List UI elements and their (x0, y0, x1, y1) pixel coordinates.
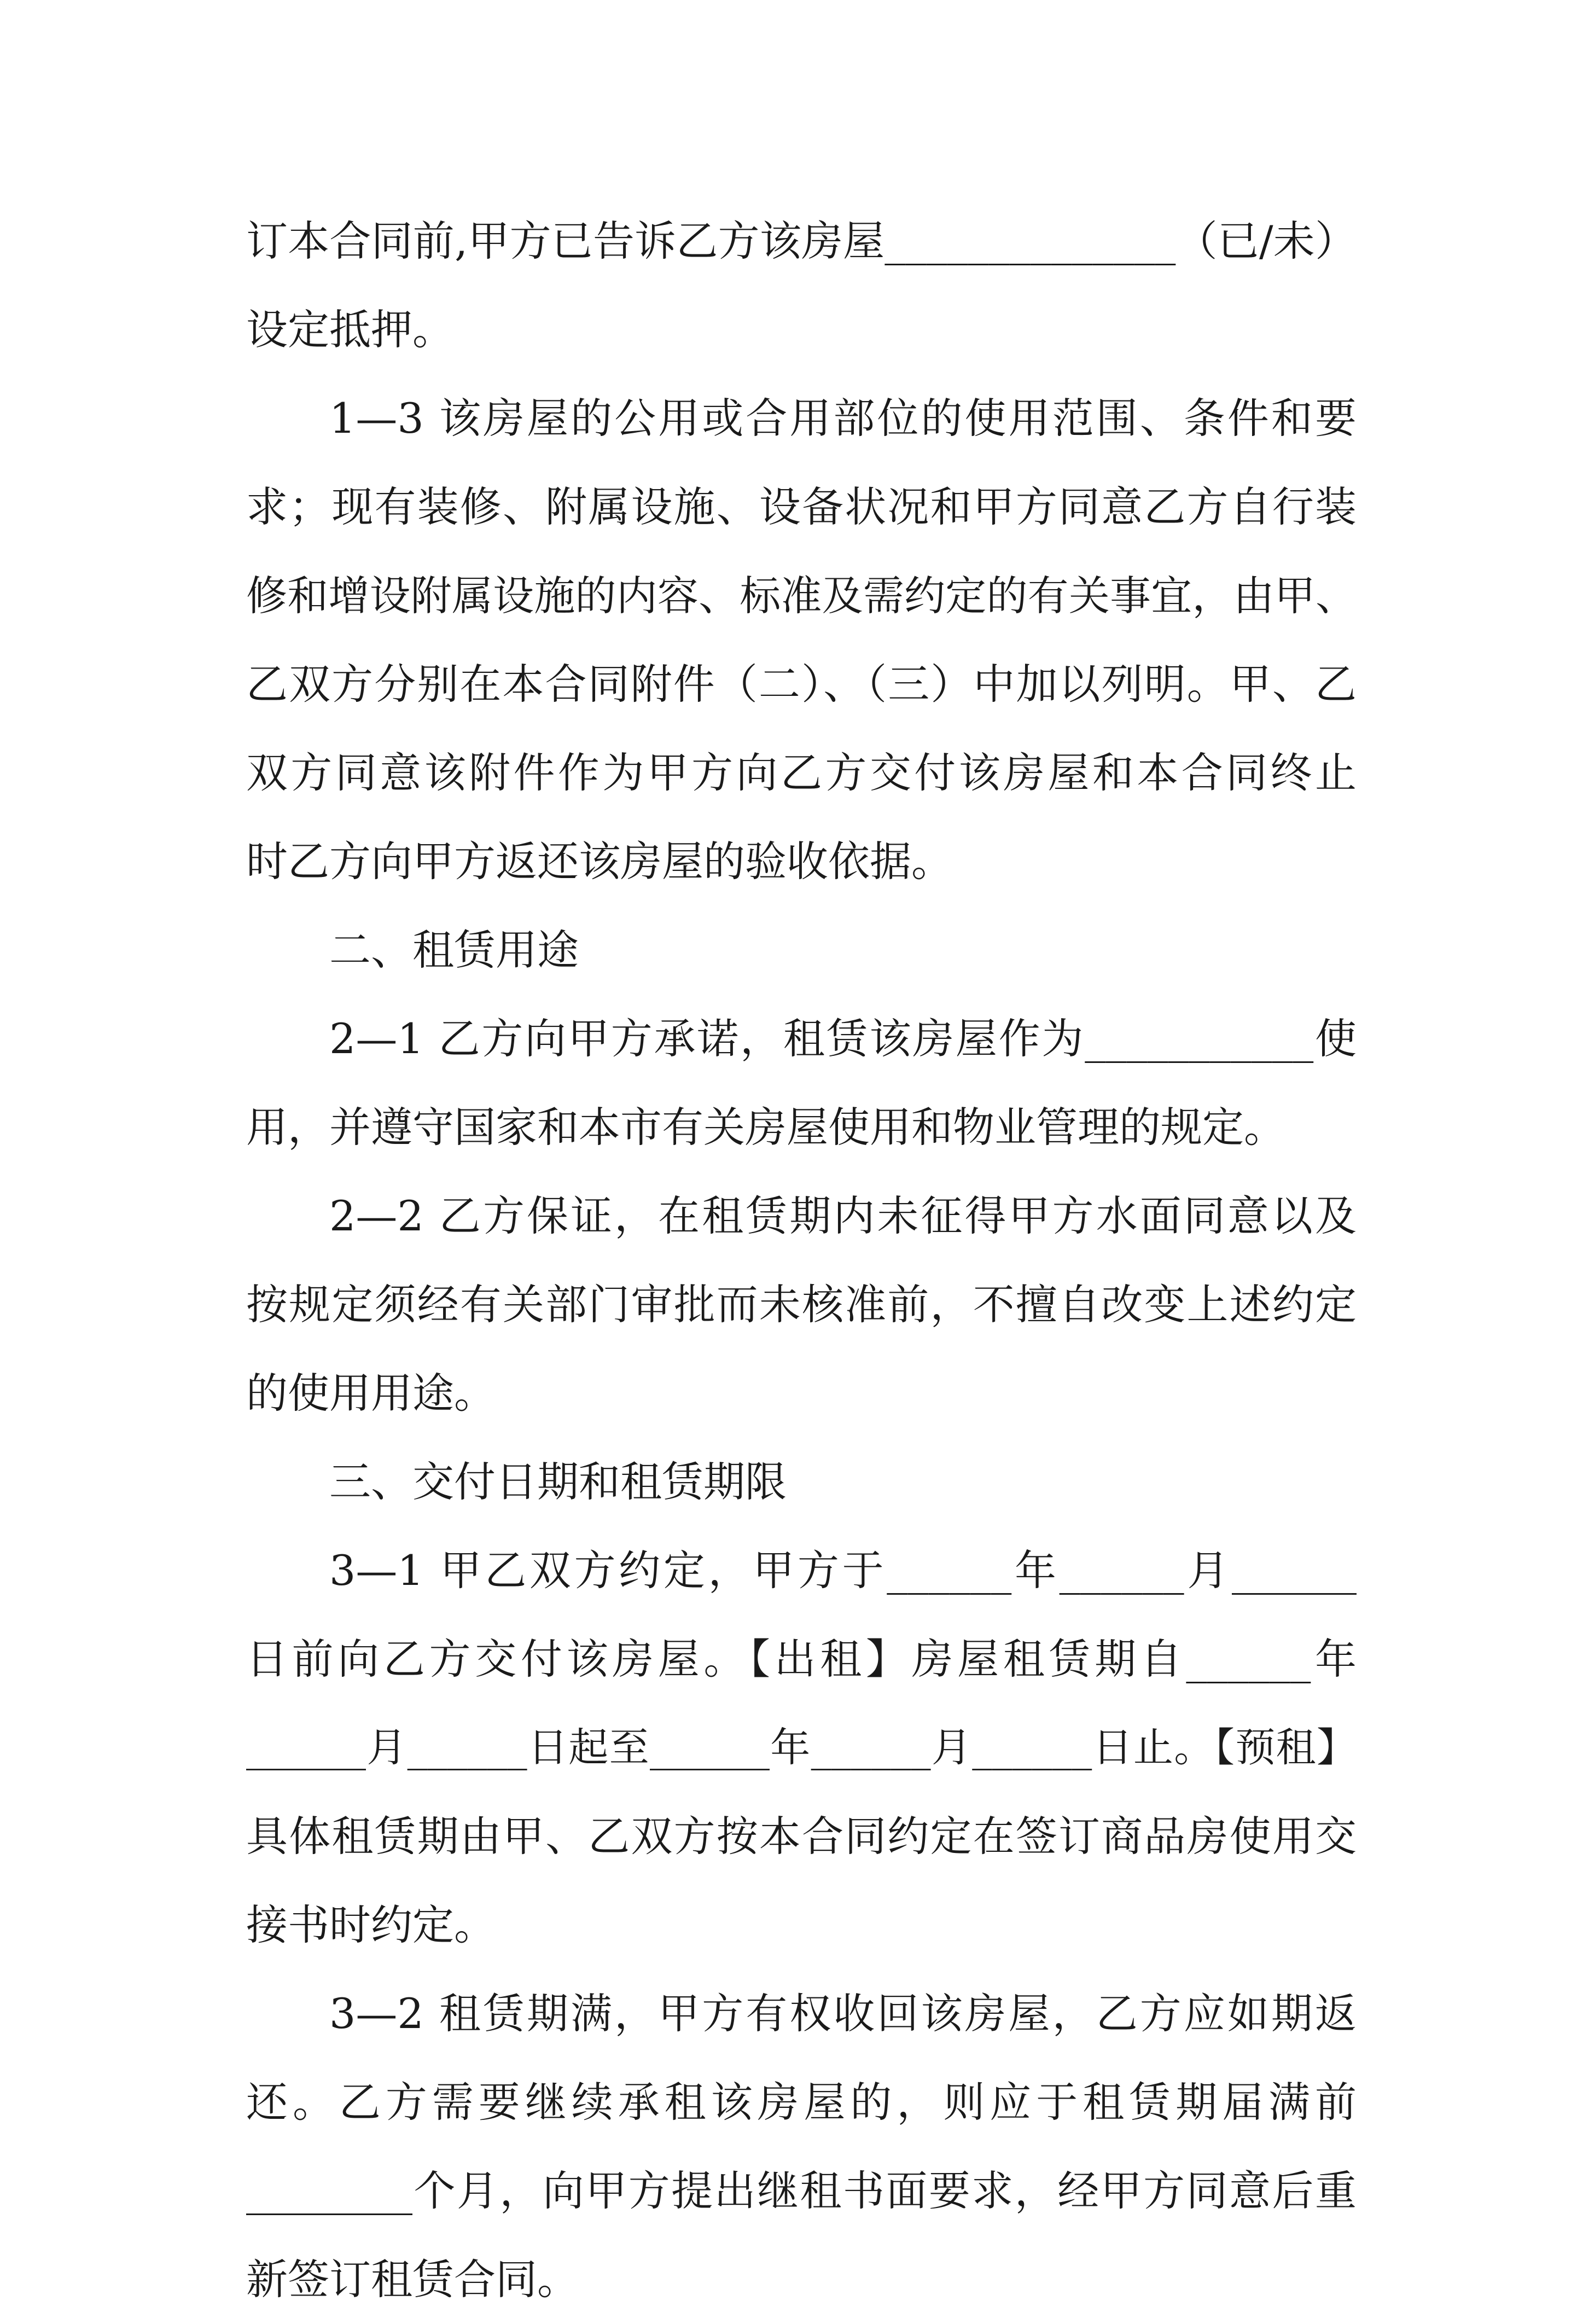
text-line-7: 双方同意该附件作为甲方向乙方交付该房屋和本合同终止 (246, 748, 1357, 797)
text-line-10: 2—1 乙方向甲方承诺，租赁该房屋作为___________使 (329, 1014, 1357, 1063)
text-line-18: ______月______日起至______年______月______日止。【预租】 (246, 1724, 1357, 1771)
section-heading-2: 二、租赁用途 (329, 926, 579, 974)
document-page (246, 197, 1357, 2324)
text-line-5: 修和增设附属设施的内容、标准及需约定的有关事宜，由甲、 (246, 572, 1357, 620)
text-line-6: 乙双方分别在本合同附件（二）、（三）中加以列明。甲、乙 (246, 660, 1357, 708)
section-heading-3: 三、交付日期和租赁期限 (329, 1457, 787, 1506)
text-line-11: 用，并遵守国家和本市有关房屋使用和物业管理的规定。 (246, 1103, 1285, 1152)
text-line-21: 3—2 租赁期满，甲方有权收回该房屋，乙方应如期返 (329, 1989, 1357, 2038)
text-line-24: 新签订租赁合同。 (246, 2255, 579, 2304)
text-line-17: 日前向乙方交付该房屋。【出租】房屋租赁期自______年 (246, 1635, 1357, 1683)
text-line-13: 按规定须经有关部门审批而未核准前，不擅自改变上述约定 (246, 1280, 1357, 1329)
text-line-22: 还。乙方需要继续承租该房屋的，则应于租赁期届满前 (246, 2078, 1357, 2127)
text-line-12: 2—2 乙方保证，在租赁期内未征得甲方水面同意以及 (329, 1192, 1357, 1240)
text-line-2: 设定抵押。 (246, 305, 454, 354)
text-line-23: ________个月，向甲方提出继租书面要求，经甲方同意后重 (246, 2166, 1357, 2215)
text-line-1: 订本合同前,甲方已告诉乙方该房屋______________（已/未） (246, 217, 1357, 265)
text-line-20: 接书时约定。 (246, 1901, 496, 1949)
text-line-16: 3—1 甲乙双方约定，甲方于______年______月______ (329, 1546, 1357, 1595)
text-line-3: 1—3 该房屋的公用或合用部位的使用范围、条件和要 (329, 394, 1357, 443)
text-line-19: 具体租赁期由甲、乙双方按本合同约定在签订商品房使用交 (246, 1812, 1357, 1861)
text-line-4: 求；现有装修、附属设施、设备状况和甲方同意乙方自行装 (246, 483, 1357, 531)
text-line-14: 的使用用途。 (246, 1369, 496, 1417)
text-line-8: 时乙方向甲方返还该房屋的验收依据。 (246, 837, 953, 886)
